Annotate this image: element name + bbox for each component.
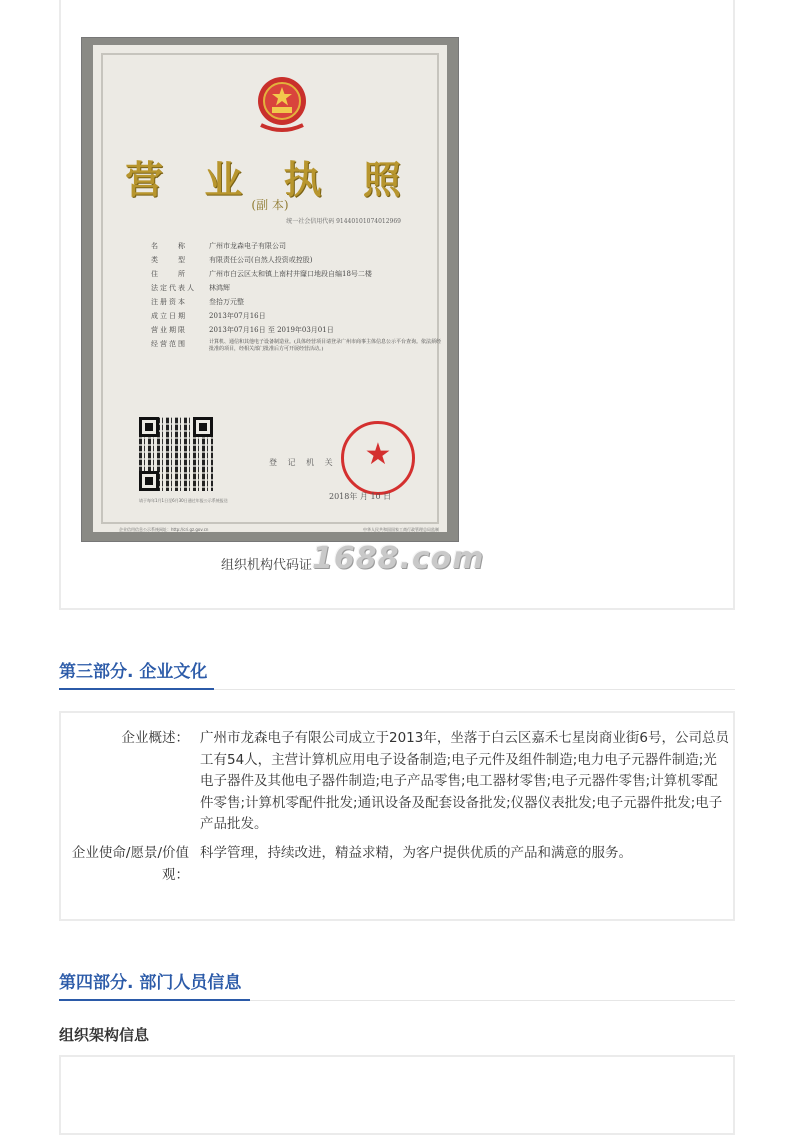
license-caption: 组织机构代码证 (221, 558, 313, 573)
license-issue-date: 2018年 月 10 日 (329, 492, 392, 501)
license-field: 类 型 有限责任公司(自然人投资或控股) (151, 256, 313, 264)
qr-finder-icon (139, 417, 159, 437)
section-title-culture: 第三部分. 企业文化 (59, 662, 208, 682)
org-structure-heading: 组织架构信息 (59, 1026, 150, 1044)
business-license-image (81, 37, 459, 542)
qr-finder-icon (139, 471, 159, 491)
license-field: 经营范围 计算机、通信和其他电子设备制造业。(具体经营项目请登录广州市商事主体信息公示平台查询。依法须经批准的项目，经相关部门批准后方可开展经营活动。) (151, 339, 441, 352)
license-field: 法定代表人 林鸿辉 (151, 284, 230, 292)
license-field: 名 称 广州市龙森电子有限公司 (151, 242, 286, 250)
qr-finder-icon (193, 417, 213, 437)
license-paper (93, 45, 447, 532)
license-fields (151, 241, 441, 357)
license-field: 住 所 广州市白云区太和镇上南村井窿口地段自编18号二楼 (151, 270, 372, 278)
org-structure-panel (59, 1055, 735, 1135)
license-title: 营 业 执 照 (125, 157, 415, 202)
overview-text: 广州市龙森电子有限公司成立于2013年，坐落于白云区嘉禾七星岗商业街6号，公司总员工有54人，主营计算机应用电子设备制造;电子元件及组件制造;电力电子元器件制造;光电子器件及其他电子器件制造;电子产品零售;电工器材零售;电子元器件零售;计算机零配件零售;计算机零配件批发;通讯设备及配套设备批发;仪器仪表批发;电子元器件批发;电子产品批发。 (200, 730, 729, 832)
seal-star-icon: ★ (364, 437, 392, 472)
license-footer: 企业信用信息公示系统网址：http://cri.gz.gov.cn 中华人民共和国国家工商行政管理总局监制 (119, 527, 439, 532)
license-subtitle: (副 本) (251, 198, 289, 212)
license-credit-code: 统一社会信用代码 91440101074012969 (286, 218, 401, 225)
registration-authority: 登 记 机 关 (269, 458, 337, 467)
overview-label: 企业概述： (121, 730, 189, 746)
national-emblem-icon (255, 73, 309, 135)
section-divider-accent (59, 688, 214, 690)
license-annual-note: 请于每年1月1日至6月30日通过年报公示系统报送 (139, 498, 228, 503)
section-divider-accent (59, 999, 250, 1001)
section-title-departments: 第四部分. 部门人员信息 (59, 973, 242, 993)
watermark: 1688.com (312, 541, 485, 576)
license-field: 成立日期 2013年07月16日 (151, 312, 266, 320)
official-seal-icon (341, 421, 415, 495)
license-field: 注册资本 叁拾万元整 (151, 298, 244, 306)
mission-label: 企业使命/愿景/价值观： (71, 845, 189, 883)
license-field: 营业期限 2013年07月16日 至 2019年03月01日 (151, 326, 334, 334)
mission-text: 科学管理，持续改进，精益求精，为客户提供优质的产品和满意的服务。 (200, 845, 632, 861)
